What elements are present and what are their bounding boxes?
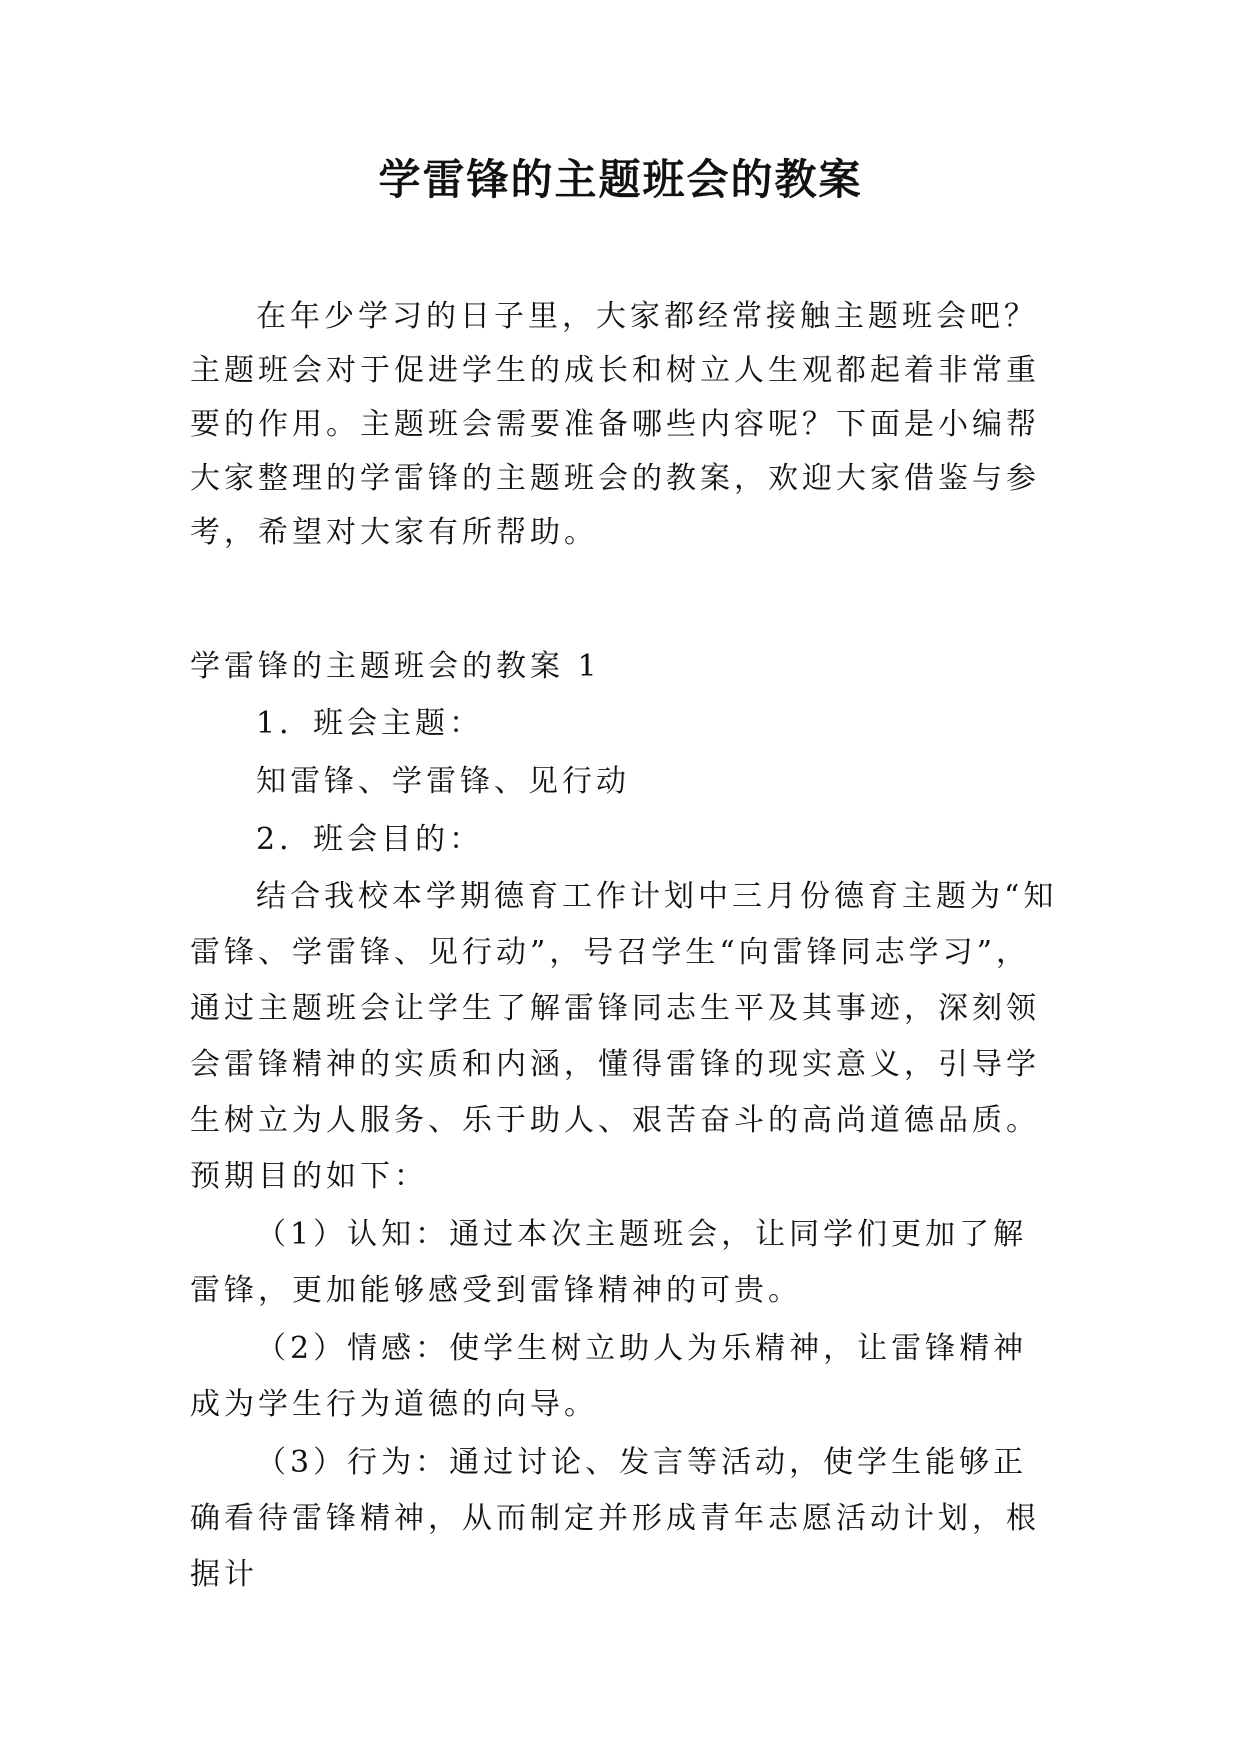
item2-content: 结合我校本学期德育工作计划中三月份德育主题为“知雷锋、学雷锋、见行动”，号召学生“向雷锋同志学习”，通过主题班会让学生了解雷锋同志生平及其事迹，深刻领会雷锋精神的实质和内涵，懂得雷锋的现实意义，引导学生树立为人服务、乐于助人、艰苦奋斗的高尚道德品质。预期目的如下： [190, 879, 1058, 1194]
item2-label: 2．班会目的： [256, 822, 484, 857]
section-content [190, 695, 1060, 1603]
goal-cognition: （1）认知：通过本次主题班会，让同学们更加了解雷锋，更加能够感受到雷锋精神的可贵。 [190, 1217, 1028, 1308]
document-title: 学雷锋的主题班会的教案 [378, 155, 863, 204]
section-heading: 学雷锋的主题班会的教案 1 [190, 649, 601, 684]
goal-emotion: （2）情感：使学生树立助人为乐精神，让雷锋精神成为学生行为道德的向导。 [190, 1331, 1028, 1422]
intro-paragraph: 在年少学习的日子里，大家都经常接触主题班会吧？主题班会对于促进学生的成长和树立人生观都起着非常重要的作用。主题班会需要准备哪些内容呢？下面是小编帮大家整理的学雷锋的主题班会的教案，欢迎大家借鉴与参考，希望对大家有所帮助。 [190, 299, 1040, 550]
goal-behavior: （3）行为：通过讨论、发言等活动，使学生能够正确看待雷锋精神，从而制定并形成青年志愿活动计划，根据计 [190, 1445, 1040, 1592]
item1-label: 1．班会主题： [256, 706, 484, 741]
item1-content: 知雷锋、学雷锋、见行动 [256, 764, 630, 799]
